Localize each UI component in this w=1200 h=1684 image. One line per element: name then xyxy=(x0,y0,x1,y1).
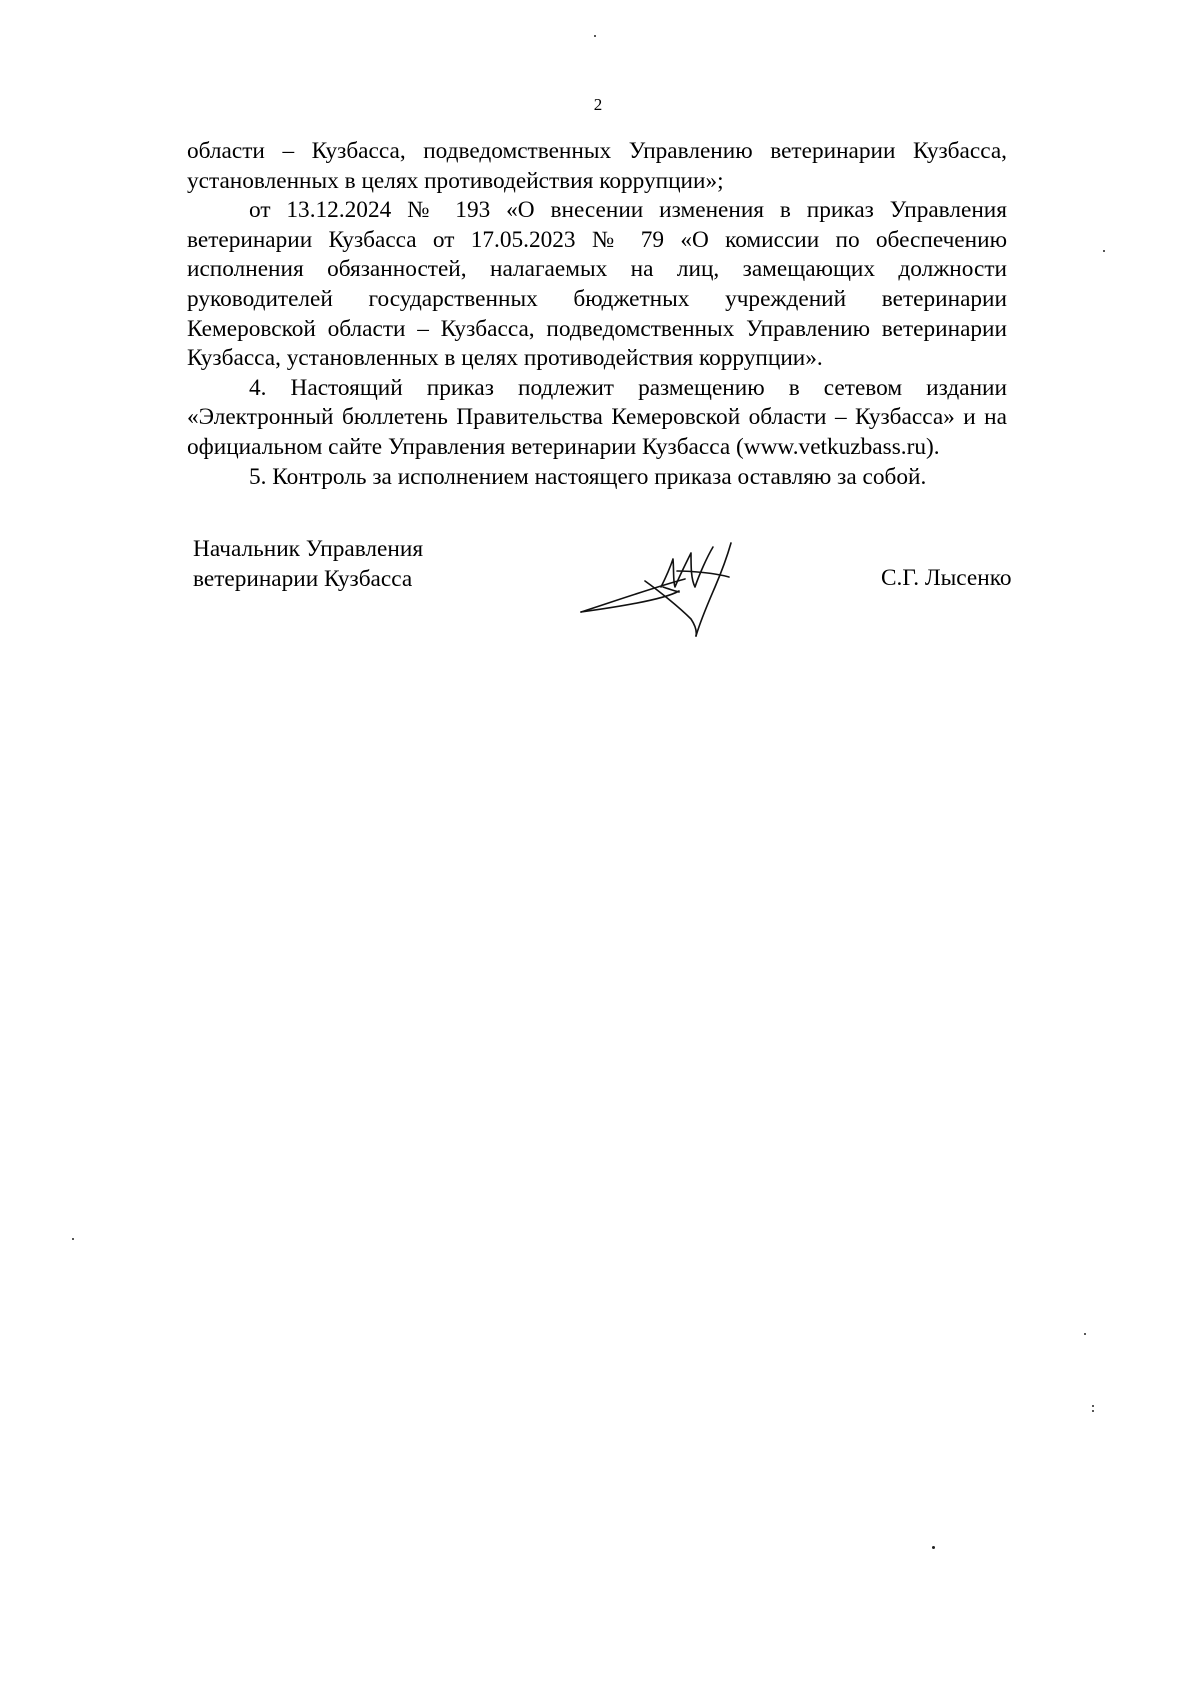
scan-speck xyxy=(72,1238,74,1240)
scan-speck xyxy=(1103,250,1105,252)
scan-speck xyxy=(1084,1333,1086,1335)
page-number: 2 xyxy=(593,95,603,114)
signatory-position-line2: ветеринарии Кузбасса xyxy=(193,565,413,592)
signatory-name: С.Г. Лысенко xyxy=(881,565,1012,591)
paragraph-item-4: 4. Настоящий приказ подлежит размещению в сетевом издании «Электронный бюллетень Правительства Кемеровской области – Кузбасса» и на официальном сайте Управления ветеринарии Кузбасса (www.vetkuzbass.ru). xyxy=(187,374,1007,460)
paragraph-order-193: от 13.12.2024 № 193 «О внесении изменения в приказ Управления ветеринарии Кузбасса от 17.05.2023 № 79 «О комиссии по обеспечению исполнения обязанностей, налагаемых на лиц, замещающих должности руководителей государственных бюджетных учреждений ветеринарии Кемеровской области – Кузбасса, подведомственных Управлению ветеринарии Кузбасса, установленных в целях противодействия коррупции». xyxy=(187,197,1007,372)
document-body xyxy=(187,137,1007,492)
scan-speck xyxy=(1092,1405,1094,1407)
handwritten-signature-icon xyxy=(575,535,745,640)
signatory-position xyxy=(193,535,423,594)
scan-speck xyxy=(932,1546,935,1549)
paragraph-item-5: 5. Контроль за исполнением настоящего приказа оставляю за собой. xyxy=(249,463,927,490)
paragraph-continuation: области – Кузбасса, подведомственных Управлению ветеринарии Кузбасса, установленных в целях противодействия коррупции»; xyxy=(187,138,1007,194)
signatory-position-line1: Начальник Управления xyxy=(193,536,424,562)
scan-speck xyxy=(1092,1410,1094,1412)
scan-speck xyxy=(594,35,596,37)
